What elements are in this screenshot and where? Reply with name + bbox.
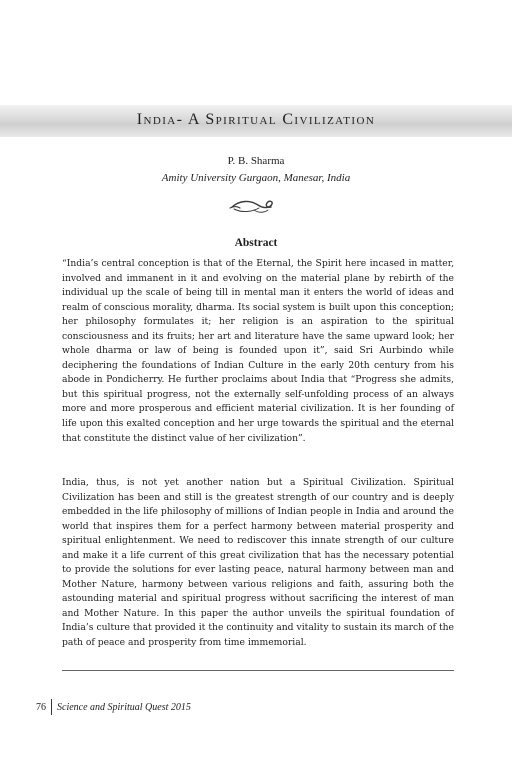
footer-divider (51, 699, 52, 715)
abstract-heading: Abstract (234, 237, 278, 249)
paper-title: India- A Spiritual Civilization (136, 111, 376, 128)
abstract-paragraph-2: India, thus, is not yet another nation but a Spiritual Civilization. Spiritual Civilization has been and still is the greatest strength of our country and is deeply embedded in the life philosophy of millions of Indian people in India and around the world that inspires them for a perfect harmony between material prosperity and spiritual enlightenment. We need to rediscover this innate strength of our culture and make it a life current of this great civilization that has the necessary potential to provide the solutions for ever lasting peace, natural harmony between man and Mother Nature, harmony between various religions and faith, assuring both the astounding material and spiritual progress without sacrificing the interest of man and Mother Nature. In this paper the author unveils the spiritual foundation of India’s culture that provided it the continuity and vitality to sustain its march of the path of peace and prosperity from time immemorial. (62, 477, 454, 649)
journal-name: Science and Spiritual Quest 2015 (57, 701, 191, 713)
page-number: 76 (36, 701, 46, 713)
author-affiliation: Amity University Gurgaon, Manesar, India (161, 172, 351, 184)
footer-rule (62, 670, 454, 671)
abstract-paragraph-1: “India’s central conception is that of the Eternal, the Spirit here incased in matter, involved and immanent in it and evolving on the material plane by rebirth of the individual up the scale of being till in mental man it enters the world of ideas and realm of conscious morality, dharma. Its social system is built upon this conception; her philosophy formulates it; her religion is an aspiration to the spiritual consciousness and its fruits; her art and literature have the same upward look; her whole dharma or law of being is founded upon it”, said Sri Aurbindo while deciphering the foundations of Indian Culture in the early 20th century from his abode in Pondicherry. He further proclaims about India that “Progress she admits, but this spiritual progress, not the externally self-unfolding process of an always more and more prosperous and efficient material civilization. It is her founding of life upon this exalted conception and her urge towards the spiritual and the eternal that constitute the distinct value of her civilization”. (62, 258, 454, 444)
page-footer (36, 699, 191, 715)
author-name: P. B. Sharma (227, 155, 285, 167)
flourish-ornament-icon (228, 196, 276, 216)
